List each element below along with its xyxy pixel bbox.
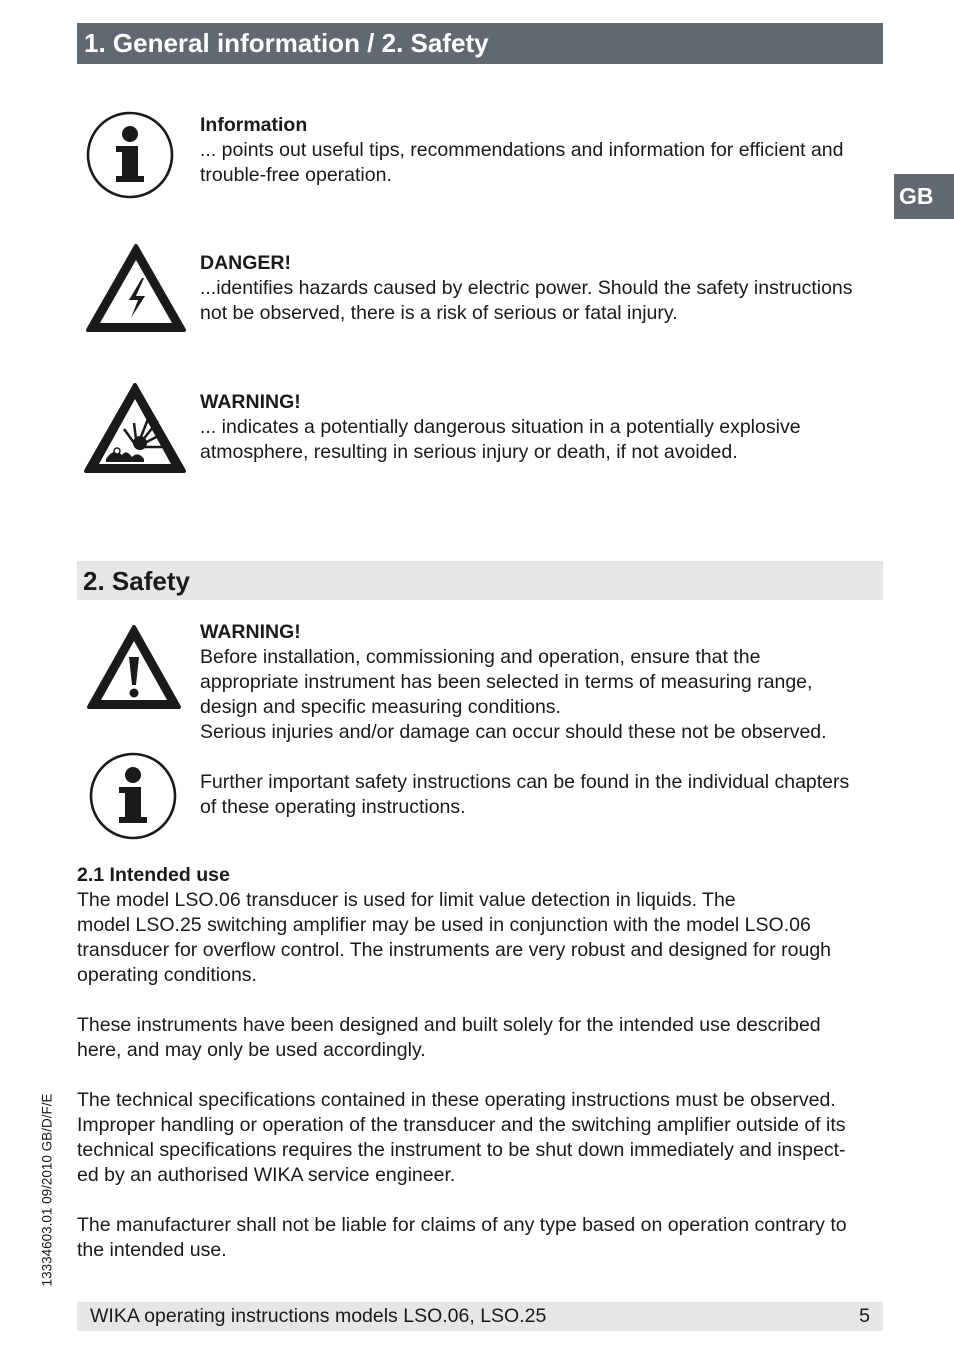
safety-info-notice (200, 770, 890, 820)
paragraph (77, 888, 897, 988)
notice-title: DANGER! (200, 252, 291, 274)
subsection-heading: 2.1 Intended use (77, 864, 230, 886)
warning-notice (200, 390, 890, 465)
notice-line: ...identifies hazards caused by electric power. Should the safety instructions (200, 277, 853, 299)
notice-line: Serious injuries and/or damage can occur should these not be observed. (200, 721, 827, 743)
paragraph (77, 1013, 897, 1063)
paragraph (77, 1213, 897, 1263)
information-notice (200, 113, 890, 188)
notice-line: ... points out useful tips, recommendations and information for efficient and (200, 139, 844, 161)
paragraph-line: model LSO.25 switching amplifier may be used in conjunction with the model LSO.06 (77, 914, 811, 936)
page-footer (77, 1302, 883, 1331)
notice-line: of these operating instructions. (200, 796, 466, 818)
paragraph-line: The technical specifications contained in these operating instructions must be observed. (77, 1089, 836, 1111)
paragraph-line: technical specifications requires the instrument to be shut down immediately and inspect- (77, 1139, 846, 1161)
danger-notice (200, 251, 890, 326)
information-icon (85, 110, 175, 200)
notice-title: WARNING! (200, 621, 301, 643)
paragraph-line: The model LSO.06 transducer is used for limit value detection in liquids. The (77, 889, 736, 911)
paragraph-line: ed by an authorised WIKA service engineer. (77, 1164, 456, 1186)
notice-title: Information (200, 114, 308, 136)
safety-warning-notice (200, 620, 890, 745)
electrical-danger-icon (84, 242, 188, 334)
notice-line: design and specific measuring conditions. (200, 696, 561, 718)
general-warning-icon (85, 623, 183, 711)
paragraph-line: The manufacturer shall not be liable for claims of any type based on operation contrary to (77, 1214, 847, 1236)
paragraph (77, 1088, 897, 1188)
notice-title: WARNING! (200, 391, 301, 413)
notice-line: Before installation, commissioning and operation, ensure that the (200, 646, 761, 668)
notice-line: Further important safety instructions can be found in the individual chapters (200, 771, 850, 793)
paragraph-line: operating conditions. (77, 964, 257, 986)
language-tab: GB (894, 174, 954, 219)
explosion-warning-icon (82, 381, 188, 475)
paragraph-line: These instruments have been designed and built solely for the intended use described (77, 1014, 821, 1036)
notice-line: ... indicates a potentially dangerous situation in a potentially explosive (200, 416, 801, 438)
footer-text: WIKA operating instructions models LSO.06, LSO.25 (90, 1305, 547, 1327)
paragraph-line: here, and may only be used accordingly. (77, 1039, 426, 1061)
paragraph-line: transducer for overflow control. The instruments are very robust and designed for rough (77, 939, 832, 961)
paragraph-line: the intended use. (77, 1239, 227, 1261)
section-title: 2. Safety (77, 561, 883, 600)
paragraph-line: Improper handling or operation of the transducer and the switching amplifier outside of its (77, 1114, 846, 1136)
notice-line: atmosphere, resulting in serious injury or death, if not avoided. (200, 441, 738, 463)
notice-line: appropriate instrument has been selected in terms of measuring range, (200, 671, 813, 693)
notice-line: not be observed, there is a risk of serious or fatal injury. (200, 302, 678, 324)
intended-use-section (77, 863, 897, 1288)
page-number: 5 (859, 1305, 870, 1327)
page-header-title: 1. General information / 2. Safety (77, 23, 883, 64)
notice-line: trouble-free operation. (200, 164, 392, 186)
information-icon (88, 751, 178, 841)
document-code: 13334603.01 09/2010 GB/D/F/E (39, 1093, 55, 1287)
